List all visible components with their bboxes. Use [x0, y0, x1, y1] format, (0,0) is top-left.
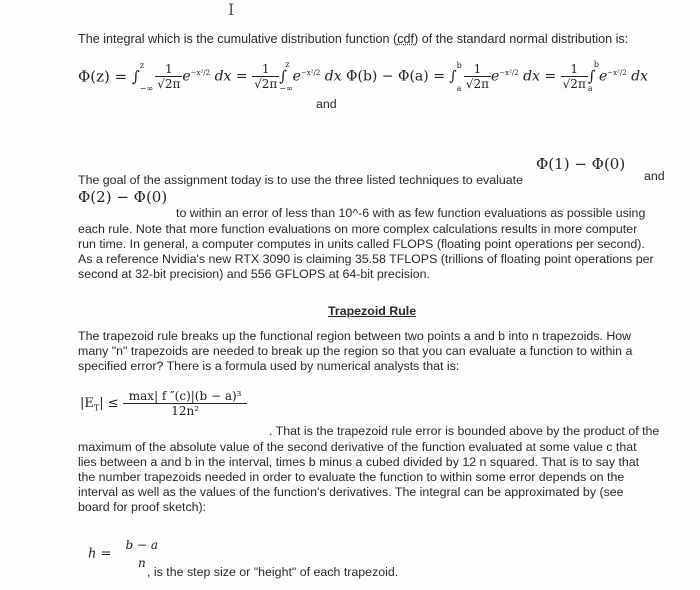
goal-line1: The goal of the assignment today is to use the three listed techniques to evaluate — [78, 173, 523, 187]
error-formula — [80, 389, 247, 418]
cdf-formula — [78, 60, 342, 106]
goal-line2-rest: to within an error of less than 10^-6 with as few function evaluations as possible using — [176, 206, 646, 220]
goal-line: run time. In general, a computer computes in units called FLOPS (floating point operations per second). — [78, 237, 645, 251]
error-paragraph — [78, 440, 639, 515]
goal-line: As a reference Nvidia's new RTX 3090 is claiming 35.58 TFLOPS (trillions of floating point operations per — [78, 252, 654, 266]
intro-text — [78, 32, 628, 47]
cdf-frac — [155, 62, 182, 91]
interval-frac2-den: √2π — [562, 77, 586, 91]
interval-frac-den: √2π — [465, 77, 489, 91]
intro-cdf: cdf — [397, 32, 415, 46]
cdf-exp: e — [182, 68, 191, 85]
error-line: the number trapezoids needed in order to evaluate the function to within some error depends on the — [78, 470, 625, 484]
interval-frac — [464, 62, 491, 91]
cdf-frac-den: √2π — [157, 77, 181, 91]
goal-paragraph — [78, 222, 654, 282]
and-word: and — [316, 97, 337, 111]
interval-tail-dx: dx — [631, 68, 648, 85]
section-title: Trapezoid Rule — [328, 304, 417, 318]
cdf-int-upper: z — [139, 60, 145, 70]
goal-line: second at 32-bit precision) and 556 GFLOPS at 64-bit precision. — [78, 267, 430, 281]
error-lhs-sub: T — [93, 403, 100, 413]
trapezoid-line: specified error? There is a formula used by numerical analysts that is: — [78, 359, 460, 373]
interval-frac2-num: 1 — [561, 62, 588, 77]
trapezoid-paragraph — [78, 329, 632, 374]
goal-and: and — [644, 169, 665, 183]
interval-int2-upper: b — [593, 60, 599, 69]
interval-int-upper: b — [456, 60, 462, 70]
cdf-frac-num: 1 — [155, 62, 182, 77]
cdf-int2-lower: −∞ — [279, 84, 293, 93]
cdf-frac2 — [252, 62, 279, 91]
cdf-formula-lhs: Φ(z) = ∫ — [78, 67, 140, 86]
cdf-frac2-num: 1 — [252, 62, 279, 77]
interval-dx: dx = — [523, 68, 557, 85]
interval-int-lower: a — [456, 83, 462, 93]
error-numerator: max| f ″(c)|(b − a)³ — [123, 389, 248, 404]
interval-exp-power: −x²/2 — [499, 68, 519, 77]
interval-tail-power: −x²/2 — [607, 68, 627, 77]
error-line: lies between a and b in the interval, times b minus a cubed divided by 12 n squared. That is to say that — [78, 455, 640, 469]
cdf-dx: dx = — [214, 68, 248, 85]
step-numerator: b − a — [125, 538, 159, 552]
cdf-tail-dx: dx — [324, 68, 342, 85]
text-cursor-icon: I — [228, 0, 235, 19]
cdf-int2-upper: z — [285, 60, 290, 69]
goal-expr2: Φ(2) − Φ(0) — [78, 188, 168, 206]
goal-expr1: Φ(1) − Φ(0) — [536, 155, 626, 173]
error-lhs-end: | ≤ — [99, 396, 119, 411]
trapezoid-line: many "n" trapezoids are needed to break up the region so that you can evaluate a function to within a — [78, 344, 633, 358]
intro-after: ) of the standard normal distribution is: — [414, 32, 629, 46]
error-text-first: . That is the trapezoid rule error is bounded above by the product of the — [269, 424, 660, 438]
step-lhs: h = — [88, 546, 112, 562]
error-lhs: |E — [80, 396, 94, 411]
error-line: maximum of the absolute value of the second derivative of the function evaluated at some value c that — [78, 440, 637, 454]
cdf-tail-power: −x²/2 — [300, 68, 321, 77]
interval-formula-lhs: Φ(b) − Φ(a) = ∫ — [346, 68, 457, 85]
interval-frac2 — [561, 62, 588, 91]
goal-line: each rule. Note that more function evaluations on more complex calculations results in more computer — [78, 222, 638, 236]
error-line: board for proof sketch): — [78, 500, 207, 514]
interval-tail: e — [598, 68, 608, 85]
interval-int2-lower: a — [587, 84, 593, 93]
error-line: interval as well as the values of the function's derivatives. The integral can be approximated by (see — [78, 485, 624, 499]
trapezoid-line: The trapezoid rule breaks up the functional region between two points a and b into n trapezoids. How — [78, 329, 632, 343]
interval-formula — [346, 60, 648, 106]
interval-frac-num: 1 — [464, 62, 491, 77]
error-frac — [123, 389, 248, 418]
error-denominator: 12n² — [171, 404, 200, 418]
interval-exp: e — [490, 68, 500, 85]
cdf-int2: ∫ — [279, 67, 288, 85]
step-text: , is the step size or "height" of each trapezoid. — [147, 565, 399, 579]
cdf-exp-power: −x²/2 — [190, 68, 211, 77]
intro-before: The integral which is the cumulative distribution function ( — [78, 32, 398, 46]
step-denominator: n — [137, 556, 146, 570]
interval-int2: ∫ — [587, 67, 596, 85]
cdf-int-lower: −∞ — [139, 83, 154, 93]
cdf-tail: e — [292, 68, 301, 85]
cdf-frac2-den: √2π — [254, 77, 278, 91]
